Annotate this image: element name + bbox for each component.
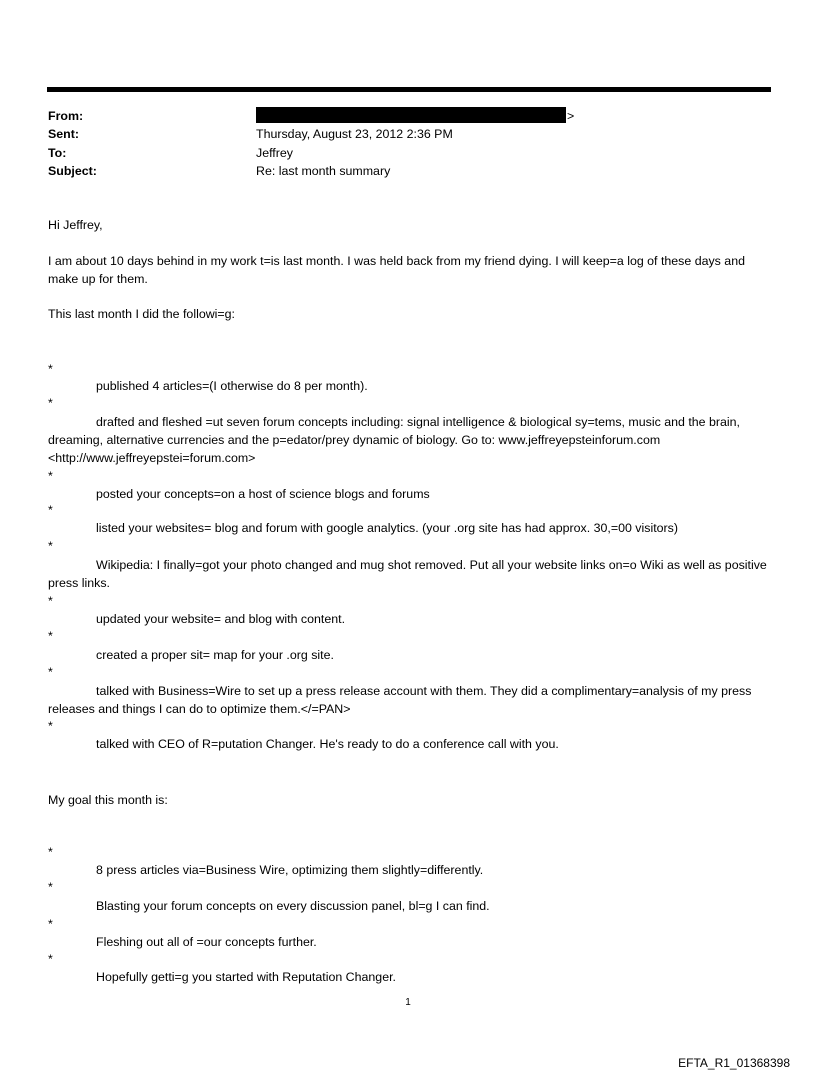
list-item: created a proper sit= map for your .org site.: [96, 648, 334, 662]
list-item: Blasting your forum concepts on every discussion panel, bl=g I can find.: [96, 899, 490, 913]
list-item: Wikipedia: I finally=got your photo changed and mug shot removed. Put all your website links on=o Wiki as well as positive press links.: [48, 558, 767, 590]
redaction-bar: [256, 107, 566, 123]
bullet-marker: *: [48, 952, 53, 966]
list-item: 8 press articles via=Business Wire, optimizing them slightly=differently.: [96, 863, 484, 877]
bullet-marker: *: [48, 539, 53, 553]
to-value: Jeffrey: [256, 146, 293, 160]
list-item: Fleshing out all of =our concepts further.: [96, 935, 317, 949]
bullet-marker: *: [48, 362, 53, 376]
sent-label: Sent:: [48, 127, 79, 141]
bullet-marker: *: [48, 396, 53, 410]
list-item: talked with CEO of R=putation Changer. He's ready to do a conference call with you.: [96, 737, 559, 751]
bullet-marker: *: [48, 917, 53, 931]
list-item: listed your websites= blog and forum with google analytics. (your .org site has had approx. 30,=00 visitors): [96, 521, 678, 535]
last-month-heading: This last month I did the followi=g:: [48, 307, 235, 321]
list-item: Hopefully getti=g you started with Reputation Changer.: [96, 970, 396, 984]
list-item: posted your concepts=on a host of science blogs and forums: [96, 487, 430, 501]
greeting: Hi Jeffrey,: [48, 218, 103, 232]
list-item: talked with Business=Wire to set up a press release account with them. They did a complimentary=analysis of my press releases and things I can do to optimize them.</=PAN>: [48, 684, 752, 716]
bullet-marker: *: [48, 665, 53, 679]
list-item: published 4 articles=(I otherwise do 8 per month).: [96, 379, 368, 393]
list-item: drafted and fleshed =ut seven forum concepts including: signal intelligence & biological sy=tems, music and the brain, dreaming, alternative currencies and the p=edator/prey dynamic of biology. Go to: www.jeffreyepsteinforum.com <http://www.jeffreyepstei=forum.com>: [48, 415, 740, 465]
bullet-marker: *: [48, 719, 53, 733]
from-value-tail: >: [567, 109, 575, 123]
bullet-marker: *: [48, 469, 53, 483]
document-id: EFTA_R1_01368398: [678, 1056, 790, 1070]
list-item: updated your website= and blog with content.: [96, 612, 346, 626]
bullet-marker: *: [48, 880, 53, 894]
from-label: From:: [48, 109, 84, 123]
bullet-marker: *: [48, 629, 53, 643]
subject-label: Subject:: [48, 164, 97, 178]
sent-value: Thursday, August 23, 2012 2:36 PM: [256, 127, 453, 141]
bullet-marker: *: [48, 845, 53, 859]
bullet-marker: *: [48, 594, 53, 608]
intro-paragraph: I am about 10 days behind in my work t=is last month. I was held back from my friend dying. I will keep=a log of these days and make up for them.: [48, 254, 745, 286]
goal-heading: My goal this month is:: [48, 793, 168, 807]
header-rule: [47, 87, 771, 92]
bullet-marker: *: [48, 503, 53, 517]
page-number: 1: [405, 997, 411, 1008]
to-label: To:: [48, 146, 67, 160]
subject-value: Re: last month summary: [256, 164, 391, 178]
